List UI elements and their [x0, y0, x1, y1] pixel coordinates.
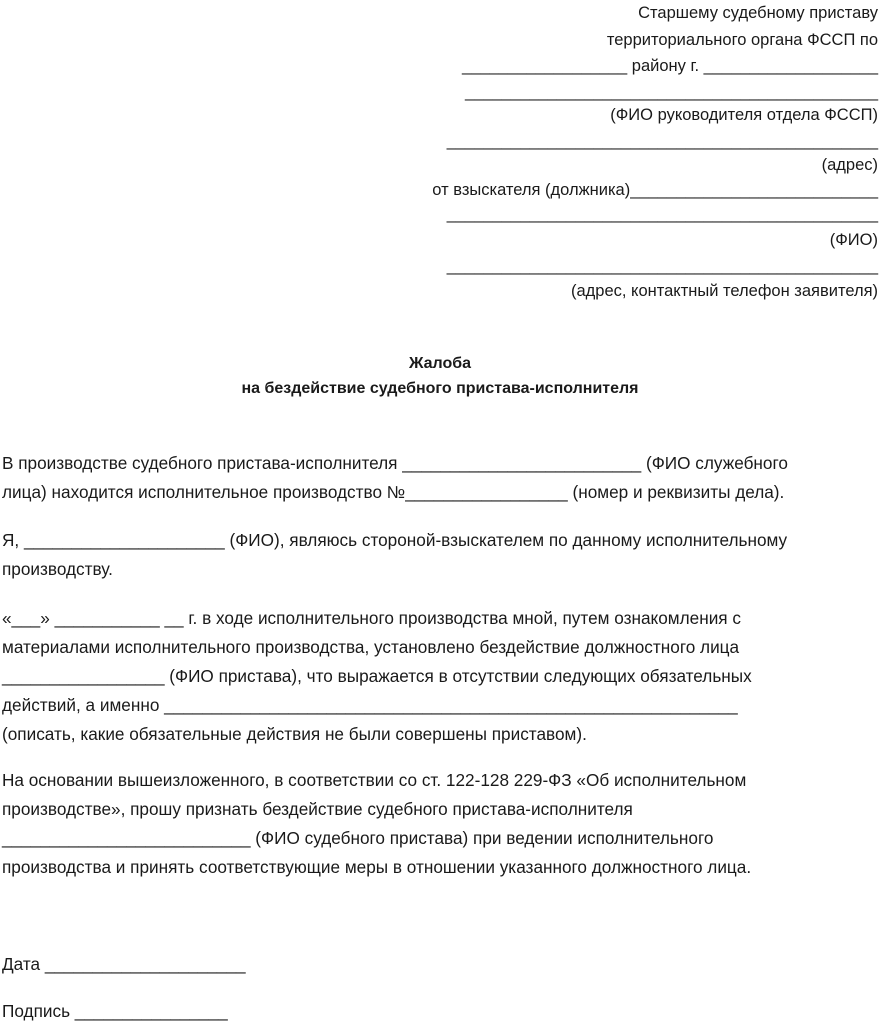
header-line: (адрес) [821, 156, 878, 174]
text-line: (описать, какие обязательные действия не были совершены приставом). [2, 724, 587, 744]
text-line: производству. [2, 559, 113, 579]
date-line: Дата _____________________ [2, 954, 246, 974]
header-line: территориального органа ФССП по [606, 31, 878, 49]
header-line: Старшему судебному приставу [638, 4, 878, 22]
paragraph-1 [2, 449, 878, 507]
text-line: _________________ (ФИО пристава), что выражается в отсутствии следующих обязательных [2, 666, 752, 686]
text-line: __________________________ (ФИО судебного пристава) при ведении исполнительного [2, 828, 714, 848]
paragraph-3 [2, 604, 878, 749]
header-line: _______________________________________________ [446, 205, 878, 223]
document-subtitle: на бездействие судебного пристава-исполнителя [241, 380, 639, 397]
header-line: _______________________________________________ [446, 257, 878, 275]
text-line: На основании вышеизложенного, в соответствии со ст. 122-128 229-ФЗ «Об исполнительном [2, 770, 747, 790]
header-line: (адрес, контактный телефон заявителя) [570, 282, 878, 300]
text-line: «___» ___________ __ г. в ходе исполнительного производства мной, путем ознакомления с [2, 608, 741, 628]
text-line: материалами исполнительного производства, установлено бездействие должностного лица [2, 637, 740, 657]
text-line: производстве», прошу признать бездействие судебного пристава-исполнителя [2, 799, 633, 819]
header-line: _____________________________________________ [465, 83, 878, 101]
signature-line: Подпись ________________ [2, 1001, 228, 1021]
text-line: лица) находится исполнительное производство №_________________ (номер и реквизиты дела). [2, 482, 785, 502]
text-line: В производстве судебного пристава-исполнителя _________________________ (ФИО служебного [2, 453, 788, 473]
header-line: (ФИО) [829, 231, 878, 249]
paragraph-4 [2, 766, 878, 882]
text-line: действий, а именно ____________________________________________________________ [2, 695, 738, 715]
text-line: Я, _____________________ (ФИО), являюсь стороной-взыскателем по данному исполнительному [2, 530, 788, 550]
header-line: __________________ району г. ___________________ [462, 57, 878, 75]
header-line: от взыскателя (должника)___________________________ [432, 181, 878, 199]
text-line: производства и принять соответствующие меры в отношении указанного должностного лица. [2, 857, 752, 877]
header-line: (ФИО руководителя отдела ФССП) [610, 106, 878, 124]
document-title: Жалоба [408, 355, 472, 372]
paragraph-2 [2, 526, 878, 584]
header-line: _______________________________________________ [446, 132, 878, 150]
